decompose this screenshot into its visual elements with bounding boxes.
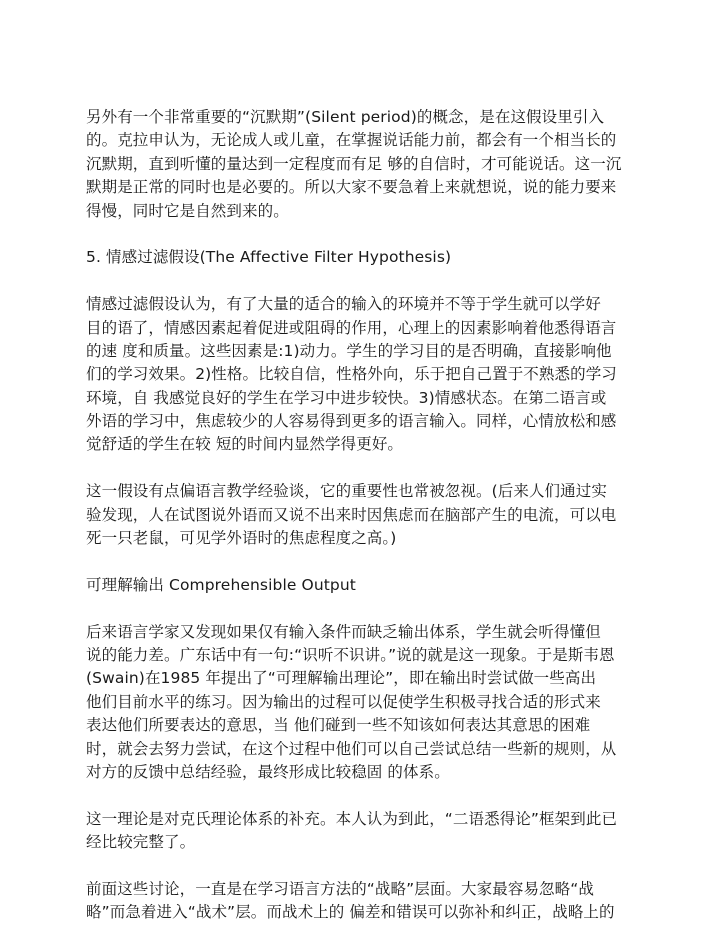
- text-line: 的。克拉申认为，无论成人或儿童，在掌握说话能力前，都会有一个相当长的: [86, 131, 617, 150]
- text-line: 时，就会去努力尝试，在这个过程中他们可以自己尝试总结一些新的规则，从: [86, 739, 617, 758]
- paragraph-gap: [86, 855, 646, 878]
- section-heading-affective-filter: [86, 246, 646, 269]
- paragraph-gap: [86, 597, 646, 620]
- text-line: 表达他们所要表达的意思，当 他们碰到一些不知该如何表达其意思的困难: [86, 716, 591, 735]
- text-line: 验发现，人在试图说外语而又说不出来时因焦虑而在脑部产生的电流，可以电: [86, 505, 617, 524]
- paragraph-strategy-tactics: [86, 878, 646, 925]
- paragraph-anxiety-note: [86, 480, 646, 550]
- paragraph-gap: [86, 457, 646, 480]
- text-line: 的速 度和质量。这些因素是:1)动力。学生的学习目的是否明确，直接影响他: [86, 341, 612, 360]
- text-line: 情感过滤假设认为，有了大量的适合的输入的环境并不等于学生就可以学好: [86, 295, 601, 314]
- text-line: 对方的反馈中总结经验，最终形成比较稳固 的体系。: [86, 762, 450, 781]
- text-line: 另外有一个非常重要的“沉默期”(Silent period)的概念，是在这假设里引入: [86, 108, 605, 126]
- paragraph-theory-supplement: [86, 808, 646, 855]
- heading-text: 5. 情感过滤假设(The Affective Filter Hypothesis): [86, 248, 452, 267]
- text-line: 死一只老鼠，可见学外语时的焦虑程度之高。): [86, 529, 397, 548]
- text-line: 目的语了，情感因素起着促进或阻碍的作用，心理上的因素影响着他悉得语言: [86, 318, 617, 337]
- text-line: 沉默期，直到听懂的量达到一定程度而有足 够的自信时，才可能说话。这一沉: [86, 154, 622, 173]
- text-line: 他们目前水平的练习。因为输出的过程可以促使学生积极寻找合适的形式来: [86, 692, 601, 711]
- text-line: 后来语言学家又发现如果仅有输入条件而缺乏输出体系，学生就会听得懂但: [86, 622, 601, 641]
- document-page: [86, 106, 646, 925]
- heading-text: 可理解输出 Comprehensible Output: [86, 575, 356, 594]
- paragraph-gap: [86, 223, 646, 246]
- text-line: 外语的学习中，焦虑较少的人容易得到更多的语言输入。同样，心情放松和感: [86, 412, 617, 431]
- text-line: 默期是正常的同时也是必要的。所以大家不要急着上来就想说，说的能力要来: [86, 178, 617, 197]
- text-line: 这一理论是对克氏理论体系的补充。本人认为到此，“二语悉得论”框架到此已: [86, 809, 618, 828]
- text-line: 经比较完整了。: [86, 833, 196, 852]
- paragraph-comprehensible-output: [86, 621, 646, 785]
- paragraph-gap: [86, 270, 646, 293]
- section-heading-comprehensible-output: [86, 574, 646, 597]
- text-line: 们的学习效果。2)性格。比较自信，性格外向，乐于把自己置于不熟悉的学习: [86, 365, 617, 384]
- text-line: 环境，自 我感觉良好的学生在学习中进步较快。3)情感状态。在第二语言或: [86, 388, 607, 407]
- text-line: 这一假设有点偏语言教学经验谈，它的重要性也常被忽视。(后来人们通过实: [86, 482, 607, 501]
- text-line: (Swain)在1985 年提出了“可理解输出理论”，即在输出时尝试做一些高出: [86, 669, 597, 688]
- text-line: 得慢，同时它是自然到来的。: [86, 201, 289, 220]
- text-line: 前面这些讨论，一直是在学习语言方法的“战略”层面。大家最容易忽略“战: [86, 879, 594, 898]
- text-line: 略”而急着进入“战术”层。而战术上的 偏差和错误可以弥补和纠正，战略上的: [86, 903, 615, 922]
- paragraph-gap: [86, 550, 646, 573]
- paragraph-gap: [86, 784, 646, 807]
- paragraph-silent-period: [86, 106, 646, 223]
- text-line: 觉舒适的学生在较 短的时间内显然学得更好。: [86, 435, 404, 454]
- text-line: 说的能力差。广东话中有一句:“识听不识讲。”说的就是这一现象。于是斯韦恩: [86, 645, 615, 664]
- paragraph-affective-filter: [86, 293, 646, 457]
